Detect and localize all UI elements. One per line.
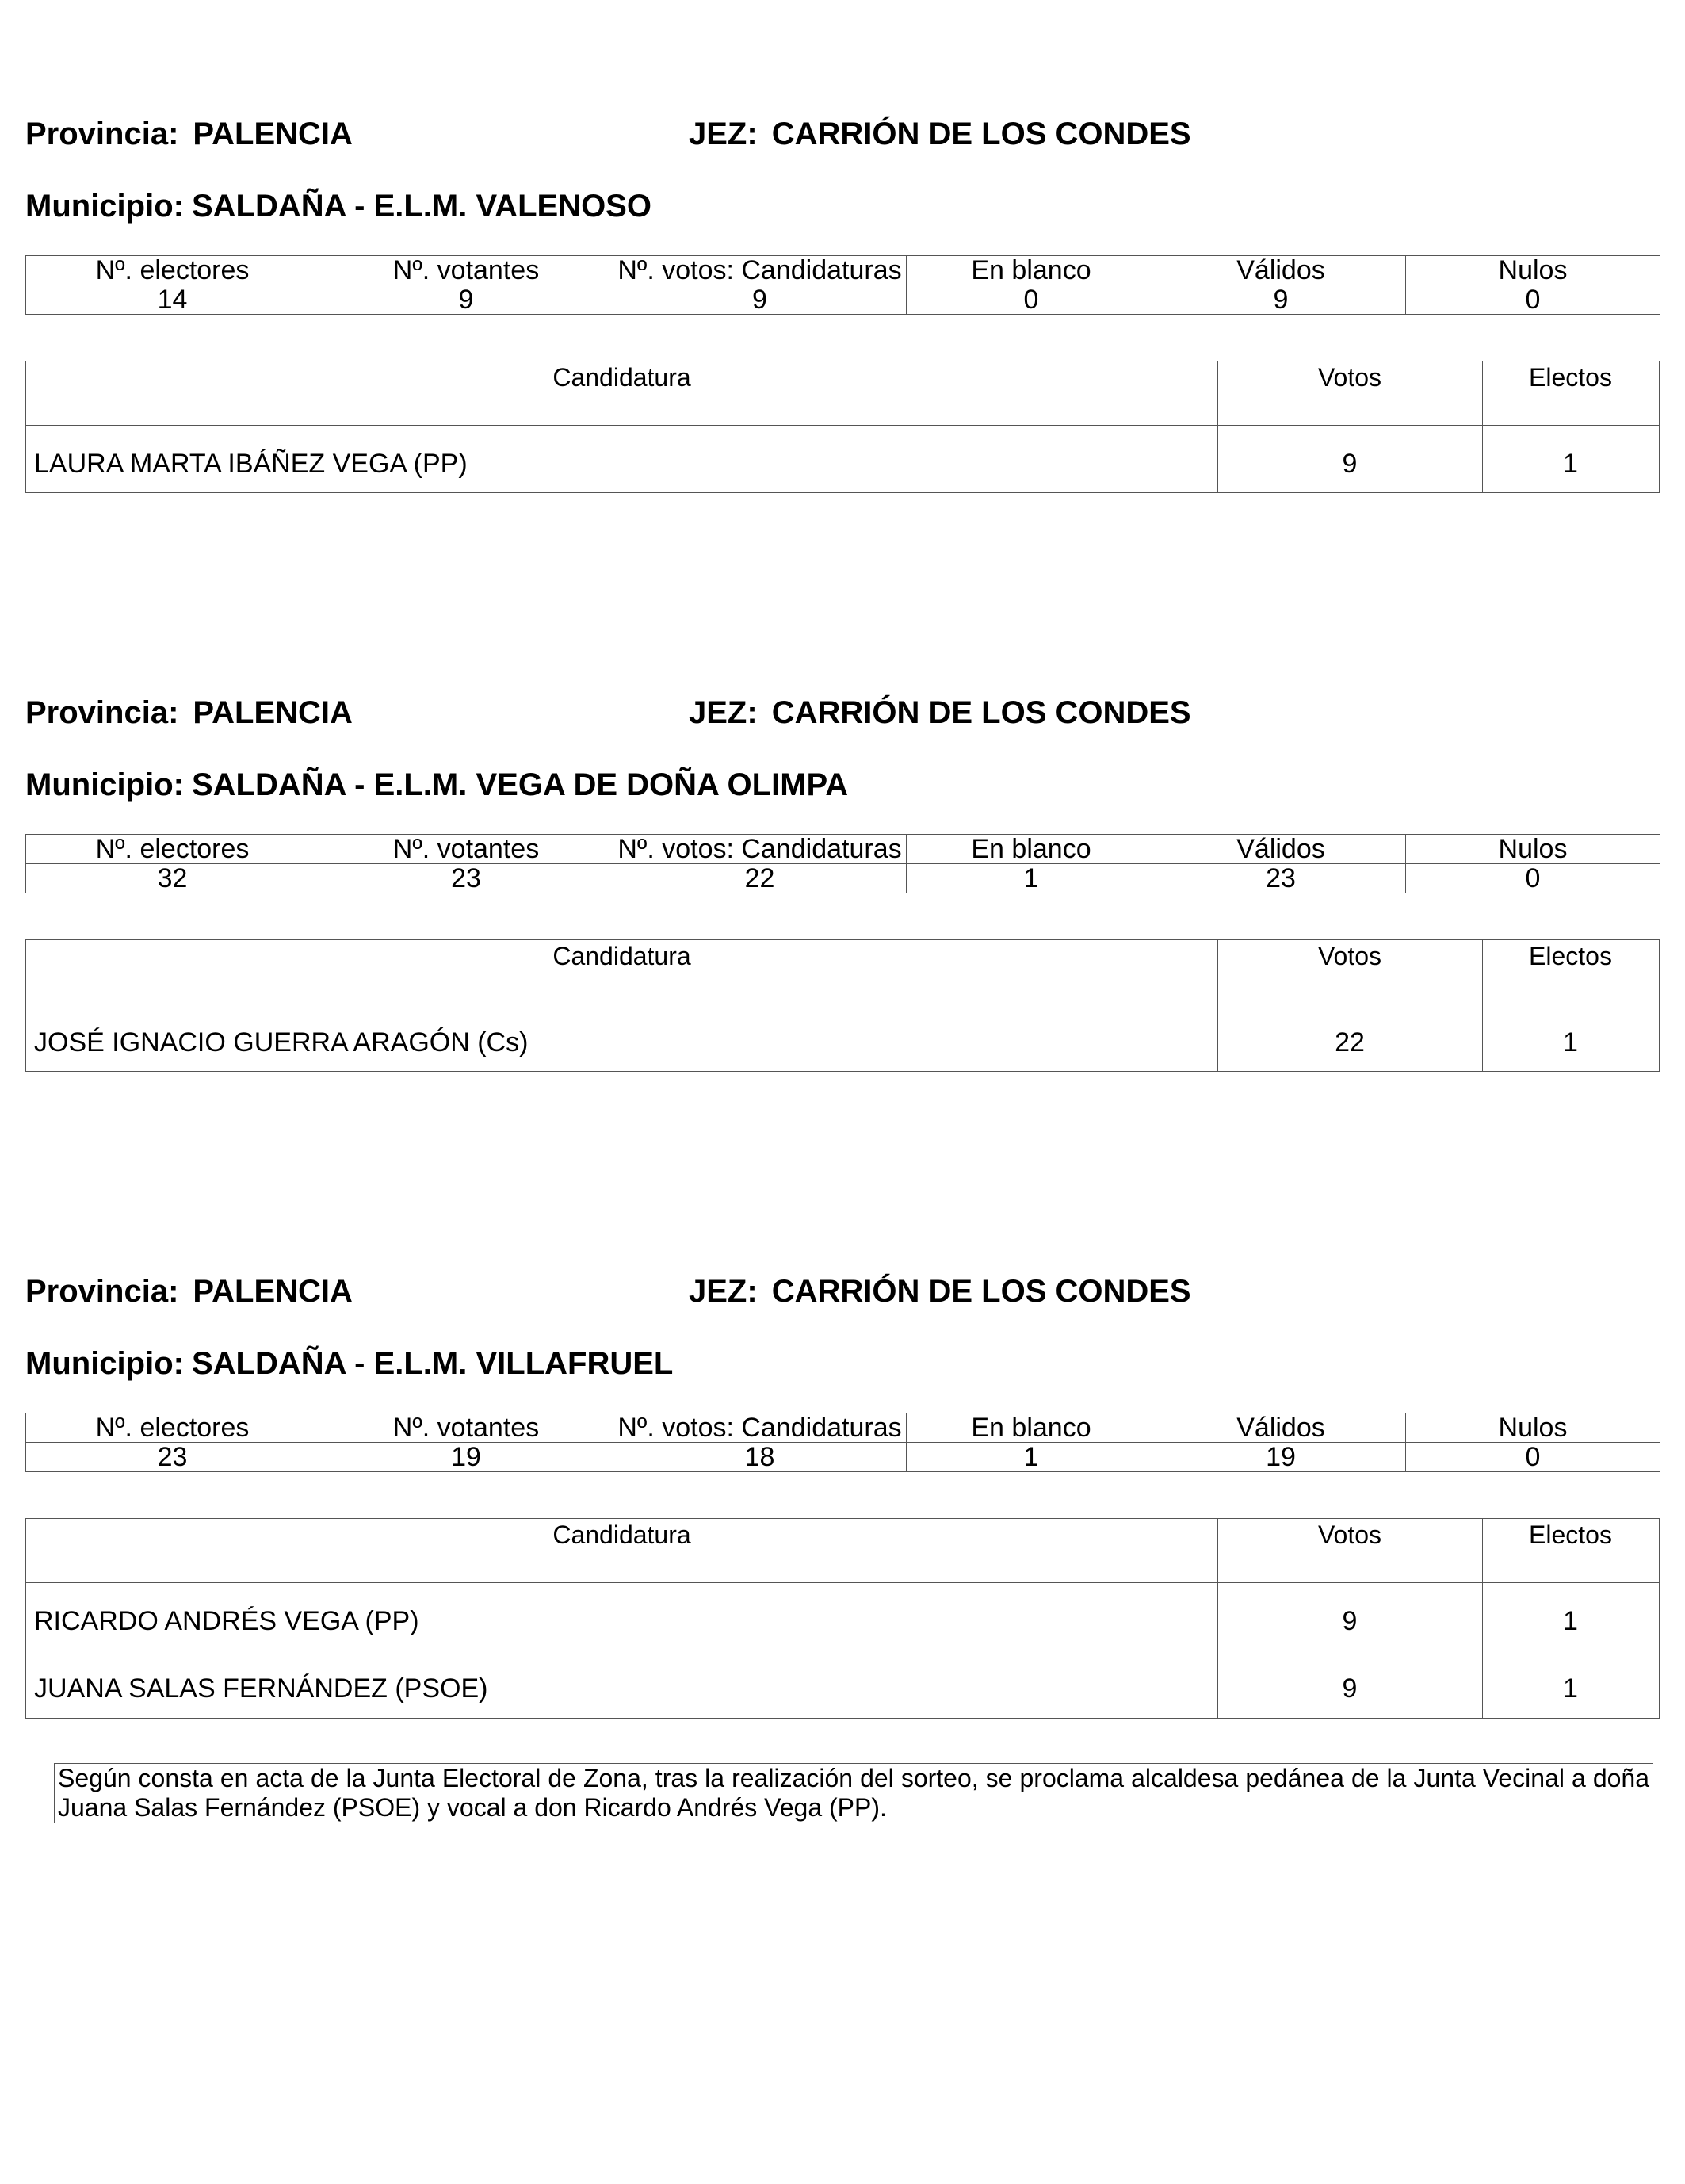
stats-value-cell: 9 (613, 285, 907, 315)
stats-header-cell: Nº. votos: Candidaturas (613, 835, 907, 864)
stats-header-cell: Nulos (1406, 835, 1660, 864)
candidate-electos: 1 (1563, 449, 1578, 479)
candidate-name: LAURA MARTA IBÁÑEZ VEGA (PP) (34, 449, 468, 479)
candidate-votos: 9 (1342, 449, 1358, 479)
stats-header-row (26, 256, 1660, 285)
stats-value-cell: 14 (26, 285, 319, 315)
candidate-votos: 9 (1342, 1673, 1358, 1704)
stats-header-cell: Nº. votos: Candidaturas (613, 256, 907, 285)
proclamation-note: Según consta en acta de la Junta Electoral de Zona, tras la realización del sorteo, se proclama alcaldesa pedánea de la Junta Vecinal a doña Juana Salas Fernández (PSOE) y vocal a don Ricardo Andrés Vega (PP). (54, 1763, 1653, 1823)
provincia-value: PALENCIA (193, 117, 353, 151)
candidates-table (25, 361, 1660, 493)
candidate-name: RICARDO ANDRÉS VEGA (PP) (34, 1606, 419, 1636)
municipio-heading (25, 1345, 673, 1382)
stats-table (25, 255, 1660, 315)
candidatura-header: Candidatura (552, 942, 691, 970)
stats-value-cell: 23 (319, 864, 613, 893)
candidate-electos: 1 (1563, 1606, 1578, 1636)
jez-heading (689, 116, 1191, 152)
municipio-label: Municipio: (25, 189, 184, 224)
stats-header-cell: Nº. electores (26, 1413, 319, 1443)
municipio-value: SALDAÑA - E.L.M. VILLAFRUEL (191, 1346, 674, 1381)
votos-header: Votos (1317, 942, 1382, 970)
jez-label: JEZ: (689, 1274, 758, 1309)
stats-header-cell: Nº. votantes (319, 835, 613, 864)
stats-value-cell: 0 (1406, 1443, 1660, 1472)
municipio-label: Municipio: (25, 1346, 184, 1381)
jez-label: JEZ: (689, 695, 758, 730)
stats-header-cell: Nulos (1406, 1413, 1660, 1443)
jez-heading (689, 694, 1191, 731)
candidate-votos: 22 (1335, 1027, 1365, 1058)
stats-header-cell: En blanco (907, 1413, 1156, 1443)
stats-value-cell: 18 (613, 1443, 907, 1472)
stats-value-cell: 1 (907, 1443, 1156, 1472)
votos-header: Votos (1317, 363, 1382, 392)
candidates-table (25, 1518, 1660, 1719)
electos-header: Electos (1529, 1520, 1612, 1549)
stats-value-cell: 1 (907, 864, 1156, 893)
stats-value-row (26, 285, 1660, 315)
provincia-label: Provincia: (25, 1274, 179, 1309)
stats-value-row (26, 1443, 1660, 1472)
provincia-label: Provincia: (25, 695, 179, 730)
stats-table (25, 834, 1660, 893)
provincia-heading (25, 1273, 353, 1310)
stats-value-cell: 23 (1156, 864, 1406, 893)
candidate-electos: 1 (1563, 1673, 1578, 1704)
jez-value: CARRIÓN DE LOS CONDES (771, 695, 1191, 730)
municipio-heading (25, 188, 651, 224)
candidate-name: JUANA SALAS FERNÁNDEZ (PSOE) (34, 1673, 488, 1704)
provincia-label: Provincia: (25, 117, 179, 151)
stats-header-cell: Nº. votos: Candidaturas (613, 1413, 907, 1443)
stats-header-cell: En blanco (907, 835, 1156, 864)
stats-value-row (26, 864, 1660, 893)
electos-header: Electos (1529, 363, 1612, 392)
stats-header-row (26, 1413, 1660, 1443)
provincia-heading (25, 116, 353, 152)
stats-header-cell: Nº. votantes (319, 256, 613, 285)
stats-header-cell: Nº. electores (26, 835, 319, 864)
stats-header-cell: Válidos (1156, 256, 1406, 285)
stats-value-cell: 0 (907, 285, 1156, 315)
candidate-electos: 1 (1563, 1027, 1578, 1058)
candidates-table (25, 939, 1660, 1072)
header-divider (26, 1582, 1659, 1583)
jez-value: CARRIÓN DE LOS CONDES (771, 117, 1191, 151)
stats-value-cell: 19 (1156, 1443, 1406, 1472)
stats-header-cell: Válidos (1156, 835, 1406, 864)
stats-table (25, 1413, 1660, 1472)
candidatura-header: Candidatura (552, 1520, 691, 1549)
stats-header-cell: Nº. votantes (319, 1413, 613, 1443)
stats-value-cell: 9 (1156, 285, 1406, 315)
jez-heading (689, 1273, 1191, 1310)
header-divider (26, 425, 1659, 426)
stats-header-row (26, 835, 1660, 864)
stats-header-cell: Válidos (1156, 1413, 1406, 1443)
municipio-value: SALDAÑA - E.L.M. VALENOSO (191, 189, 651, 224)
stats-header-cell: Nulos (1406, 256, 1660, 285)
municipio-heading (25, 767, 848, 803)
municipio-label: Municipio: (25, 767, 184, 802)
stats-value-cell: 0 (1406, 285, 1660, 315)
stats-value-cell: 32 (26, 864, 319, 893)
stats-value-cell: 9 (319, 285, 613, 315)
stats-value-cell: 0 (1406, 864, 1660, 893)
stats-header-cell: En blanco (907, 256, 1156, 285)
jez-label: JEZ: (689, 117, 758, 151)
candidate-votos: 9 (1342, 1606, 1358, 1636)
provincia-value: PALENCIA (193, 1274, 353, 1309)
stats-value-cell: 22 (613, 864, 907, 893)
electos-header: Electos (1529, 942, 1612, 970)
stats-value-cell: 19 (319, 1443, 613, 1472)
candidate-name: JOSÉ IGNACIO GUERRA ARAGÓN (Cs) (34, 1027, 529, 1058)
candidatura-header: Candidatura (552, 363, 691, 392)
provincia-value: PALENCIA (193, 695, 353, 730)
municipio-value: SALDAÑA - E.L.M. VEGA DE DOÑA OLIMPA (191, 767, 849, 802)
jez-value: CARRIÓN DE LOS CONDES (771, 1274, 1191, 1309)
stats-value-cell: 23 (26, 1443, 319, 1472)
provincia-heading (25, 694, 353, 731)
stats-header-cell: Nº. electores (26, 256, 319, 285)
votos-header: Votos (1317, 1520, 1382, 1549)
